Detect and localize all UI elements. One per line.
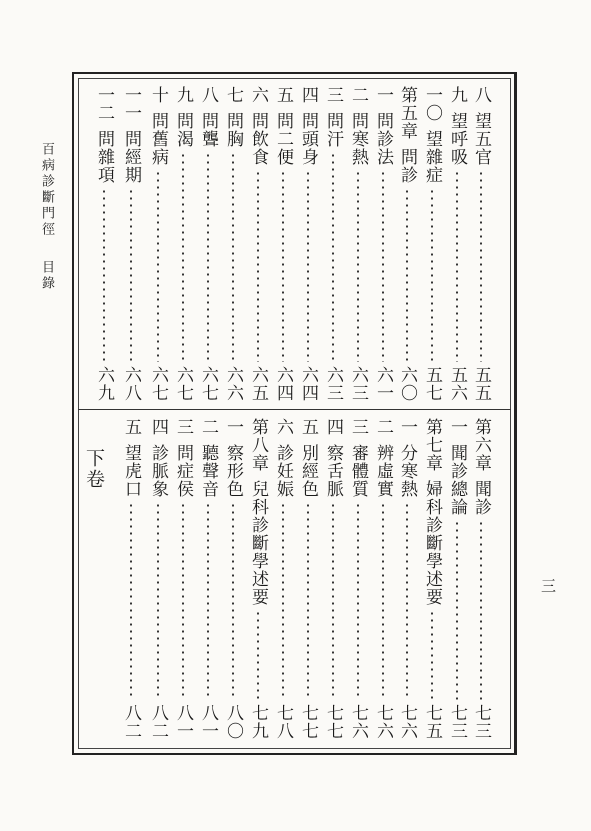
- dot-leader: [232, 152, 234, 362]
- entry-title: 問渴: [173, 112, 193, 148]
- dot-leader: [382, 170, 384, 362]
- entry-page: 五七: [422, 366, 442, 402]
- entry-number: 八: [198, 86, 218, 104]
- entry-title: 望五官: [471, 112, 491, 166]
- entry-number: 二: [373, 418, 393, 436]
- toc-chapter[interactable]: [421, 418, 443, 740]
- entry-page: 六五: [248, 366, 268, 402]
- toc-entry[interactable]: [93, 86, 115, 402]
- entry-title: 望虎口: [121, 444, 141, 498]
- entry-title: 分寒熱: [397, 444, 417, 498]
- dot-leader: [257, 610, 259, 700]
- toc-chapter[interactable]: [470, 418, 492, 740]
- entry-title: 問聾: [198, 112, 218, 148]
- page-number: 三: [539, 578, 557, 593]
- entry-number: 三: [173, 418, 193, 436]
- dot-leader: [257, 170, 259, 362]
- toc-entry[interactable]: [172, 86, 194, 402]
- toc-entry[interactable]: [272, 418, 294, 740]
- toc-chapter[interactable]: [396, 86, 418, 402]
- entry-page: 七三: [447, 704, 467, 740]
- entry-number: 一: [397, 418, 417, 436]
- toc-chapter[interactable]: [247, 418, 269, 740]
- entry-number: 九: [447, 86, 467, 104]
- toc-entry[interactable]: [197, 86, 219, 402]
- toc-entry[interactable]: [470, 86, 492, 402]
- entry-page: 六三: [348, 366, 368, 402]
- entry-page: 七三: [471, 704, 491, 740]
- entry-title: 問飲食: [248, 112, 268, 166]
- entry-title: 別經色: [298, 444, 318, 498]
- dot-leader: [182, 502, 184, 700]
- entry-page: 七六: [397, 704, 417, 740]
- toc-entry[interactable]: [446, 86, 468, 402]
- dot-leader: [232, 502, 234, 700]
- entry-number: 九: [173, 86, 193, 104]
- entry-number: 六: [248, 86, 268, 104]
- entry-page: 七六: [348, 704, 368, 740]
- dot-leader: [103, 188, 105, 362]
- book-title: 百病診斷門徑: [39, 142, 54, 238]
- entry-number: 一: [373, 86, 393, 104]
- entry-title: 問頭身: [298, 112, 318, 166]
- toc-entry[interactable]: [372, 418, 394, 740]
- toc-entry[interactable]: [372, 86, 394, 402]
- dot-leader: [207, 502, 209, 700]
- entry-number: 二: [348, 86, 368, 104]
- entry-title: 問雜項: [94, 130, 114, 184]
- entry-page: 七五: [422, 704, 442, 740]
- entry-number: 八: [471, 86, 491, 104]
- entry-page: 七六: [373, 704, 393, 740]
- entry-number: 一: [447, 418, 467, 436]
- dot-leader: [207, 152, 209, 362]
- entry-number: 四: [323, 418, 343, 436]
- entry-number: 三: [348, 418, 368, 436]
- entry-title: 診妊娠: [273, 444, 293, 498]
- chapter-title: 聞診: [471, 480, 491, 516]
- toc-entry[interactable]: [297, 86, 319, 402]
- volume-label: 下卷: [83, 448, 105, 490]
- dot-leader: [157, 502, 159, 700]
- entry-number: 五: [298, 418, 318, 436]
- chapter-number: 第七章: [422, 418, 442, 472]
- toc-entry[interactable]: [222, 86, 244, 402]
- entry-title: 問汗: [323, 112, 343, 148]
- entry-page: 六六: [223, 366, 243, 402]
- entry-page: 六七: [198, 366, 218, 402]
- entry-title: 診脈象: [148, 444, 168, 498]
- entry-title: 問診法: [373, 112, 393, 166]
- entry-title: 問經期: [121, 130, 141, 184]
- toc-entry[interactable]: [347, 86, 369, 402]
- entry-title: 聞診總論: [447, 444, 467, 516]
- entry-page: 五五: [471, 366, 491, 402]
- entry-number: 二: [198, 418, 218, 436]
- dot-leader: [282, 502, 284, 700]
- entry-title: 審體質: [348, 444, 368, 498]
- entry-number: 四: [298, 86, 318, 104]
- entry-page: 八二: [121, 704, 141, 740]
- entry-number: 六: [273, 418, 293, 436]
- dot-leader: [182, 152, 184, 362]
- entry-number: 一〇: [422, 86, 442, 122]
- dot-leader: [332, 152, 334, 362]
- toc-entry[interactable]: [120, 86, 142, 402]
- dot-leader: [282, 170, 284, 362]
- toc-entry[interactable]: [172, 418, 194, 740]
- chapter-number: 第六章: [471, 418, 491, 472]
- dot-leader: [382, 502, 384, 700]
- entry-number: 三: [323, 86, 343, 104]
- dot-leader: [357, 502, 359, 700]
- toc-entry[interactable]: [147, 418, 169, 740]
- entry-page: 六八: [121, 366, 141, 402]
- dot-leader: [357, 170, 359, 362]
- entry-page: 六四: [298, 366, 318, 402]
- section-divider: [78, 409, 511, 410]
- entry-number: 十: [148, 86, 168, 104]
- entry-title: 問舊病: [148, 112, 168, 166]
- dot-leader: [456, 520, 458, 700]
- entry-number: 一二: [94, 86, 114, 122]
- toc-entry[interactable]: [247, 86, 269, 402]
- dot-leader: [130, 188, 132, 362]
- dot-leader: [406, 502, 408, 700]
- entry-page: 七九: [248, 704, 268, 740]
- entry-title: 問症侯: [173, 444, 193, 498]
- dot-leader: [130, 502, 132, 700]
- entry-title: 問二便: [273, 112, 293, 166]
- toc-entry[interactable]: [322, 418, 344, 740]
- section-label: 目錄: [39, 260, 54, 292]
- entry-page: 六四: [273, 366, 293, 402]
- toc-entry[interactable]: [322, 86, 344, 402]
- dot-leader: [307, 170, 309, 362]
- dot-leader: [332, 502, 334, 700]
- entry-title: 問胸: [223, 112, 243, 148]
- chapter-number: 第八章: [248, 418, 268, 472]
- entry-number: 一一: [121, 86, 141, 122]
- entry-number: 五: [121, 418, 141, 436]
- toc-entry[interactable]: [446, 418, 468, 740]
- toc-entry[interactable]: [347, 418, 369, 740]
- entry-title: 望呼吸: [447, 112, 467, 166]
- entry-page: 六一: [373, 366, 393, 402]
- entry-page: 八一: [198, 704, 218, 740]
- dot-leader: [431, 610, 433, 700]
- chapter-number: 第五章: [397, 86, 417, 140]
- dot-leader: [307, 502, 309, 700]
- dot-leader: [456, 170, 458, 362]
- entry-title: 察舌脈: [323, 444, 343, 498]
- entry-title: 問寒熱: [348, 112, 368, 166]
- entry-number: 一: [223, 418, 243, 436]
- toc-entry[interactable]: [120, 418, 142, 740]
- entry-page: 七八: [273, 704, 293, 740]
- entry-page: 六七: [148, 366, 168, 402]
- entry-page: 五六: [447, 366, 467, 402]
- entry-number: 五: [273, 86, 293, 104]
- toc-entry[interactable]: [197, 418, 219, 740]
- toc-entry[interactable]: [421, 86, 443, 402]
- running-header: [36, 142, 56, 292]
- entry-number: 七: [223, 86, 243, 104]
- entry-page: 六三: [323, 366, 343, 402]
- entry-title: 望雜症: [422, 130, 442, 184]
- entry-page: 八二: [148, 704, 168, 740]
- entry-page: 八一: [173, 704, 193, 740]
- entry-title: 辨虛實: [373, 444, 393, 498]
- chapter-title: 問診: [397, 148, 417, 184]
- chapter-title: 婦科診斷學述要: [422, 480, 442, 606]
- toc-entry[interactable]: [222, 418, 244, 740]
- chapter-title: 兒科診斷學述要: [248, 480, 268, 606]
- entry-number: 四: [148, 418, 168, 436]
- entry-page: 七七: [323, 704, 343, 740]
- entry-page: 七七: [298, 704, 318, 740]
- entry-page: 六七: [173, 366, 193, 402]
- entry-page: 六〇: [397, 366, 417, 402]
- entry-title: 聽聲音: [198, 444, 218, 498]
- entry-page: 六九: [94, 366, 114, 402]
- entry-title: 察形色: [223, 444, 243, 498]
- dot-leader: [406, 188, 408, 362]
- dot-leader: [480, 520, 482, 700]
- toc-entry[interactable]: [297, 418, 319, 740]
- dot-leader: [480, 170, 482, 362]
- entry-page: 八〇: [223, 704, 243, 740]
- toc-entry[interactable]: [147, 86, 169, 402]
- toc-entry[interactable]: [272, 86, 294, 402]
- dot-leader: [431, 188, 433, 362]
- dot-leader: [157, 170, 159, 362]
- toc-entry[interactable]: [396, 418, 418, 740]
